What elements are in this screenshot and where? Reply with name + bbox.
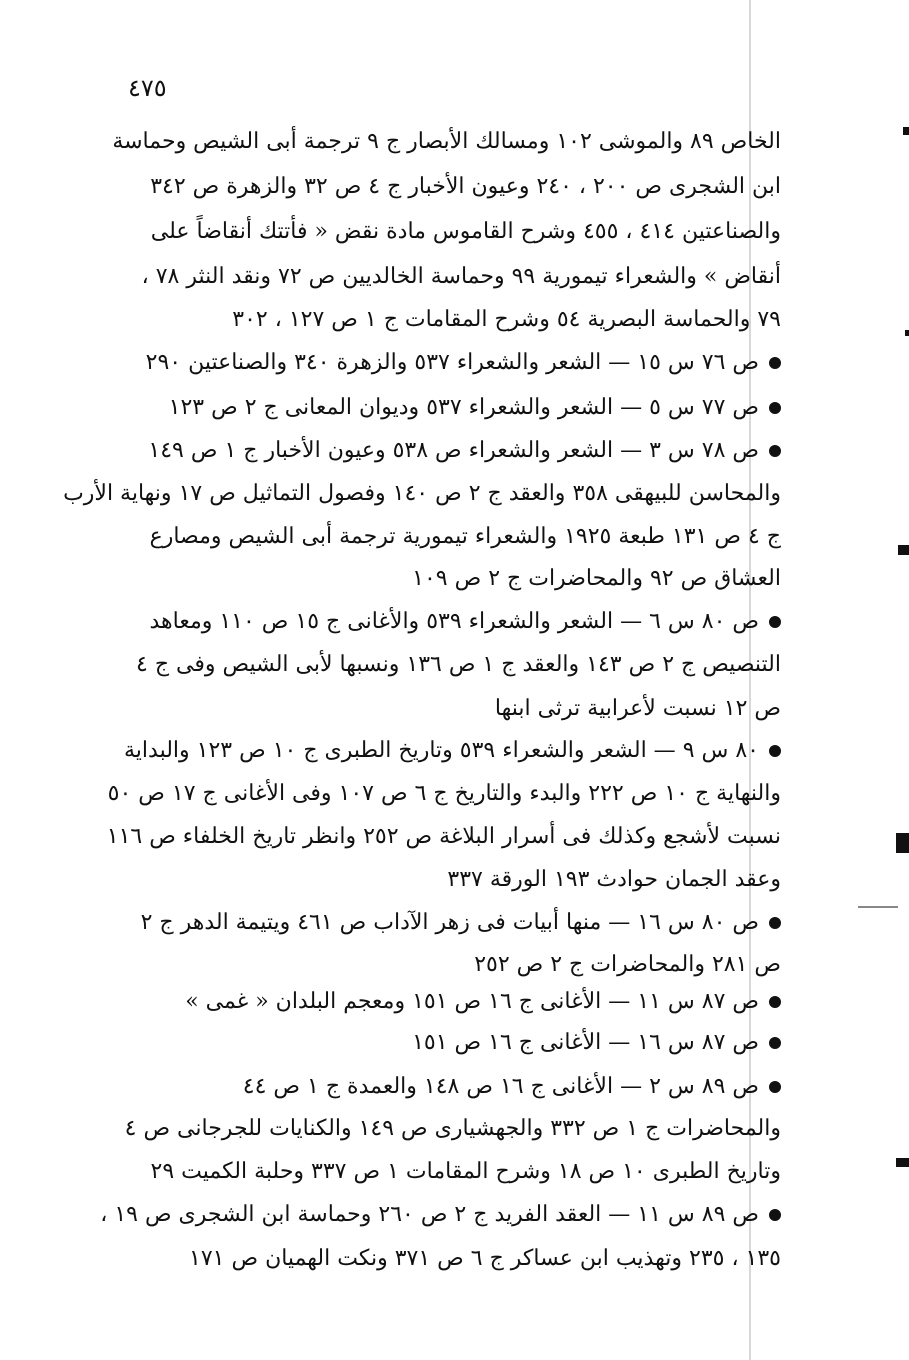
page-number: ٤٧٥	[128, 74, 167, 102]
scan-smudge	[858, 906, 898, 908]
edge-mark	[905, 330, 909, 336]
bullet-entry	[141, 906, 781, 940]
text-line	[412, 562, 781, 596]
line-text: نسبت لأشجع وكذلك فى أسرار البلاغة ص ٢٥٢ وانظر تاريخ الخلفاء ص ١١٦	[106, 824, 781, 849]
bullet-entry	[148, 434, 781, 468]
line-text: ص ٨٠ س ١٦ — منها أبيات فى زهر الآداب ص ٤٦١ ويتيمة الدهر ج ٢	[140, 910, 759, 935]
bullet-entry	[169, 391, 781, 425]
line-text: ٨٠ س ٩ — الشعر والشعراء ٥٣٩ وتاريخ الطبرى ج ١٠ ص ١٢٣ والبداية	[124, 738, 759, 763]
bullet-entry	[185, 985, 781, 1019]
text-line	[495, 692, 781, 726]
edge-mark	[903, 127, 909, 135]
bullet-entry	[146, 346, 781, 380]
line-text: ص ٨٧ س ١١ — الأغانى ج ١٦ ص ١٥١ ومعجم البلدان « غمى »	[185, 989, 759, 1014]
text-line	[151, 1155, 781, 1189]
line-text: ص ٢٨١ والمحاضرات ج ٢ ص ٢٥٢	[474, 952, 781, 977]
line-text: ص ٨٩ س ٢ — الأغانى ج ١٦ ص ١٤٨ والعمدة ج ١ ص ٤٤	[242, 1074, 759, 1099]
line-text: ص ٧٨ س ٣ — الشعر والشعراء ص ٥٣٨ وعيون الأخبار ج ١ ص ١٤٩	[148, 438, 759, 463]
bullet-icon	[769, 402, 781, 414]
bullet-entry	[124, 734, 781, 768]
text-line	[107, 820, 781, 854]
bullet-entry	[100, 1198, 781, 1232]
text-line	[151, 215, 781, 249]
line-text: والمحاضرات ج ١ ص ٣٣٢ والجهشيارى ص ١٤٩ والكنايات للجرجانى ص ٤	[124, 1116, 781, 1141]
line-text: الخاص ٨٩ والموشى ١٠٢ ومسالك الأبصار ج ٩ ترجمة أبى الشيص وحماسة	[112, 129, 781, 154]
line-text: ص ٧٦ س ١٥ — الشعر والشعراء ٥٣٧ والزهرة ٣٤٠ والصناعتين ٢٩٠	[145, 350, 759, 375]
bullet-icon	[769, 616, 781, 628]
text-line	[125, 1112, 781, 1146]
bullet-icon	[769, 1081, 781, 1093]
line-text: ٧٩ والحماسة البصرية ٥٤ وشرح المقامات ج ١ ص ١٢٧ ، ٣٠٢	[232, 307, 781, 332]
text-line	[150, 170, 781, 204]
line-text: والمحاسن للبيهقى ٣٥٨ والعقد ج ٢ ص ١٤٠ وفصول التماثيل ص ١٧ ونهاية الأرب	[63, 481, 781, 506]
bullet-icon	[769, 1209, 781, 1221]
bullet-entry	[412, 1026, 781, 1060]
line-text: ص ٨٧ س ١٦ — الأغانى ج ١٦ ص ١٥١	[412, 1030, 759, 1055]
line-text: والصناعتين ٤١٤ ، ٤٥٥ وشرح القاموس مادة نقض « فأتتك أنقاضاً على	[150, 219, 781, 244]
edge-mark	[898, 545, 909, 555]
bullet-entry	[243, 1070, 781, 1104]
text-line	[142, 260, 781, 294]
text-line	[136, 648, 781, 682]
text-line	[474, 948, 781, 982]
bullet-icon	[769, 1037, 781, 1049]
line-text: ص ٧٧ س ٥ — الشعر والشعراء ٥٣٧ وديوان المعانى ج ٢ ص ١٢٣	[168, 395, 759, 420]
bullet-icon	[769, 996, 781, 1008]
bullet-icon	[769, 917, 781, 929]
edge-mark	[896, 833, 909, 853]
line-text: ابن الشجرى ص ٢٠٠ ، ٢٤٠ وعيون الأخبار ج ٤ ص ٣٢ والزهرة ص ٣٤٢	[150, 174, 781, 199]
text-line	[112, 125, 781, 159]
line-text: والنهاية ج ١٠ ص ٢٢٢ والبدء والتاريخ ج ٦ ص ١٠٧ وفى الأغانى ج ١٧ ص ٥٠	[107, 781, 781, 806]
line-text: وتاريخ الطبرى ١٠ ص ١٨ وشرح المقامات ١ ص ٣٣٧ وحلبة الكميت ٢٩	[150, 1159, 781, 1184]
text-line	[232, 303, 781, 337]
bullet-icon	[769, 745, 781, 757]
line-text: ص ٨٩ س ١١ — العقد الفريد ج ٢ ص ٢٦٠ وحماسة ابن الشجرى ص ١٩ ،	[100, 1202, 759, 1227]
text-line	[189, 1242, 781, 1276]
line-text: ج ٤ ص ١٣١ طبعة ١٩٢٥ والشعراء تيمورية ترجمة أبى الشيص ومصارع	[149, 524, 781, 549]
bullet-entry	[149, 605, 781, 639]
bullet-icon	[769, 357, 781, 369]
line-text: العشاق ص ٩٢ والمحاضرات ج ٢ ص ١٠٩	[412, 566, 781, 591]
line-text: أنقاض » والشعراء تيمورية ٩٩ وحماسة الخالديين ص ٧٢ ونقد النثر ٧٨ ،	[141, 264, 781, 289]
text-line	[108, 777, 781, 811]
bullet-icon	[769, 445, 781, 457]
edge-mark	[896, 1158, 909, 1167]
line-text: وعقد الجمان حوادث ١٩٣ الورقة ٣٣٧	[447, 867, 781, 892]
line-text: ١٣٥ ، ٢٣٥ وتهذيب ابن عساكر ج ٦ ص ٣٧١ ونكت الهميان ص ١٧١	[189, 1246, 781, 1271]
text-line	[63, 477, 781, 511]
line-text: ص ١٢ نسبت لأعرابية ترثى ابنها	[494, 696, 781, 721]
line-text: ص ٨٠ س ٦ — الشعر والشعراء ٥٣٩ والأغانى ج ١٥ ص ١١٠ ومعاهد	[149, 609, 759, 634]
text-line	[150, 520, 781, 554]
text-line	[447, 863, 781, 897]
line-text: التنصيص ج ٢ ص ١٤٣ والعقد ج ١ ص ١٣٦ ونسبها لأبى الشيص وفى ج ٤	[136, 652, 781, 677]
